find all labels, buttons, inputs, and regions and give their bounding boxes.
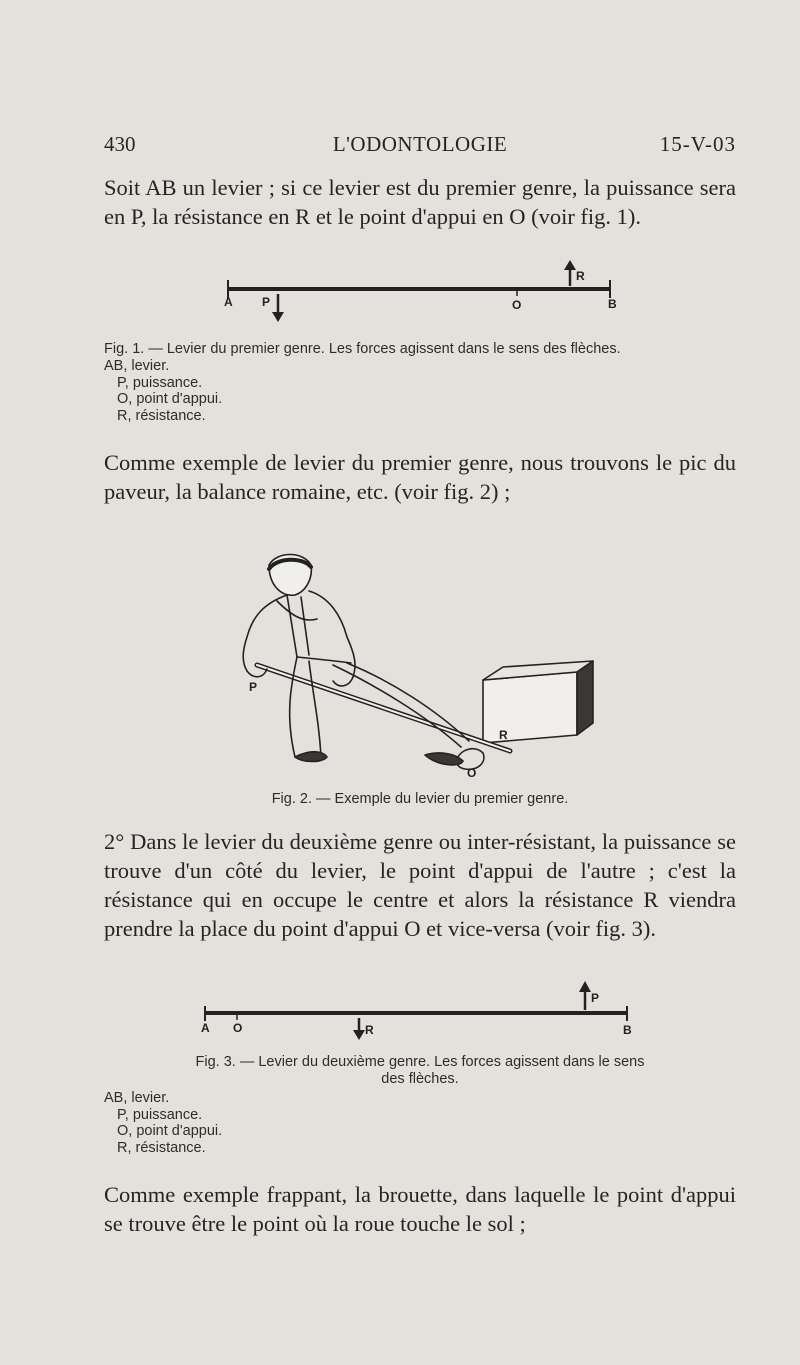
paragraph-2: Comme exemple de levier du premier genre, nous trouvons le pic du paveur, la balance romaine, etc. (voir fig. 2) ; xyxy=(104,450,736,504)
arrow-down-icon xyxy=(272,294,284,322)
arrow-up-icon xyxy=(579,981,591,1010)
arrow-down-icon xyxy=(353,1018,365,1040)
figure-3-diagram xyxy=(195,978,645,1043)
label-p: P xyxy=(249,680,258,694)
label-a: A xyxy=(201,1021,210,1035)
label-b: B xyxy=(608,297,617,311)
legend-item: P, puissance. xyxy=(117,1106,203,1123)
running-header xyxy=(104,132,736,162)
label-o: O xyxy=(233,1021,243,1035)
caption-line: Fig. 3. — Levier du deuxième genre. Les forces agissent dans le sens xyxy=(195,1054,645,1070)
legend-item: AB, levier. xyxy=(104,358,170,374)
figure-3-caption xyxy=(104,1054,736,1087)
legend-item: O, point d'appui. xyxy=(117,1123,223,1139)
label-r: R xyxy=(365,1023,374,1037)
label-o: O xyxy=(467,766,477,780)
label-p: P xyxy=(591,991,600,1005)
figure-1-legend xyxy=(104,358,222,424)
legend-item: P, puissance. xyxy=(117,374,203,391)
label-r: R xyxy=(499,728,508,742)
lever-bar xyxy=(257,665,510,751)
label-a: A xyxy=(224,295,233,309)
journal-title: L'ODONTOLOGIE xyxy=(332,132,508,156)
issue-date: 15-V-03 xyxy=(659,132,736,156)
legend-item: O, point d'appui. xyxy=(117,391,223,407)
label-b: B xyxy=(623,1023,632,1037)
label-p: P xyxy=(262,295,271,309)
legend-item: AB, levier. xyxy=(104,1090,170,1106)
page-number: 430 xyxy=(104,132,136,156)
paragraph-3: 2° Dans le levier du deuxième genre ou inter-résistant, la puissance se trouve d'un côté du levier, le point d'appui de l'autre ; c'est la résistance qui en occupe le centre et alors la résistance R viendra prendre la place du point d'appui O et vice-versa (voir fig. 3). xyxy=(104,829,736,941)
figure-3-legend xyxy=(104,1090,222,1156)
caption-line: des flèches. xyxy=(381,1070,459,1087)
label-o: O xyxy=(512,298,522,312)
figure-2-illustration xyxy=(225,545,615,785)
arrow-up-icon xyxy=(564,260,576,286)
label-r: R xyxy=(576,269,585,283)
paragraph-1: Soit AB un levier ; si ce levier est du premier genre, la puissance sera en P, la résistance en R et le point d'appui en O (voir fig. 1). xyxy=(104,175,736,229)
legend-item: R, résistance. xyxy=(117,407,206,424)
paragraph-4: Comme exemple frappant, la brouette, dans laquelle le point d'appui se trouve être le point où la roue touche le sol ; xyxy=(104,1182,736,1236)
figure-2-caption: Fig. 2. — Exemple du levier du premier genre. xyxy=(271,791,569,807)
paver-figure xyxy=(243,555,469,765)
figure-1-diagram xyxy=(210,258,630,328)
figure-1-caption: Fig. 1. — Levier du premier genre. Les forces agissent dans le sens des flèches. xyxy=(104,341,621,357)
legend-item: R, résistance. xyxy=(117,1139,206,1156)
